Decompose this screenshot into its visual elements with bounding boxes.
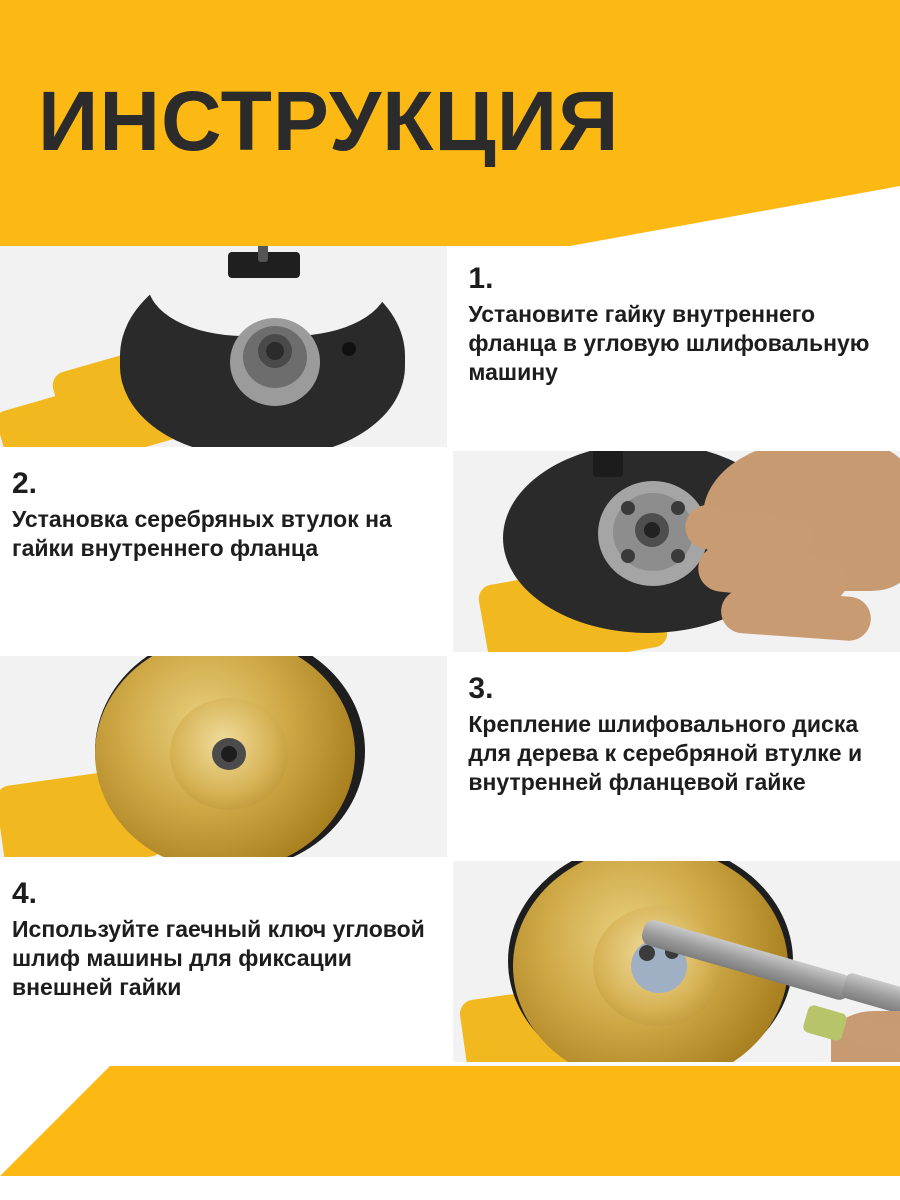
step-3-photo	[0, 656, 447, 857]
step-3-description: Крепление шлифовального диска для дерева к серебряной втулке и внутренней фланцевой гайке	[468, 711, 863, 795]
step-1-number: 1.	[468, 262, 494, 295]
step-4-text-cell	[0, 861, 448, 1062]
step-1-description: Установите гайку внутреннего фланца в угловую шлифовальную машину	[468, 301, 870, 385]
footer-diagonal-decoration	[0, 1066, 110, 1176]
step-1-text-cell	[452, 246, 900, 447]
photo-grinder-flange-nut	[0, 246, 447, 447]
photo-hand-installing-bushing	[453, 451, 900, 652]
step-row-4	[0, 861, 900, 1066]
step-2-number: 2.	[12, 467, 38, 500]
step-row-3	[0, 656, 900, 861]
page-header	[0, 0, 900, 246]
step-row-2	[0, 451, 900, 656]
step-2-description: Установка серебряных втулок на гайки внутреннего фланца	[12, 506, 392, 561]
step-3-number: 3.	[468, 672, 494, 705]
step-2-text-cell	[0, 451, 448, 652]
step-4-description: Используйте гаечный ключ угловой шлиф машины для фиксации внешней гайки	[12, 916, 425, 1000]
step-4-photo	[453, 861, 900, 1062]
page-footer	[0, 1066, 900, 1176]
page-title: ИНСТРУКЦИЯ	[38, 74, 620, 168]
step-1-photo	[0, 246, 447, 447]
photo-wood-grinding-disc	[0, 656, 447, 857]
step-2-photo	[453, 451, 900, 652]
step-row-1	[0, 246, 900, 451]
photo-wrench-tightening-nut	[453, 861, 900, 1062]
steps-grid	[0, 246, 900, 1066]
header-diagonal-decoration	[570, 186, 900, 246]
step-3-text-cell	[452, 656, 900, 857]
step-4-number: 4.	[12, 877, 38, 910]
